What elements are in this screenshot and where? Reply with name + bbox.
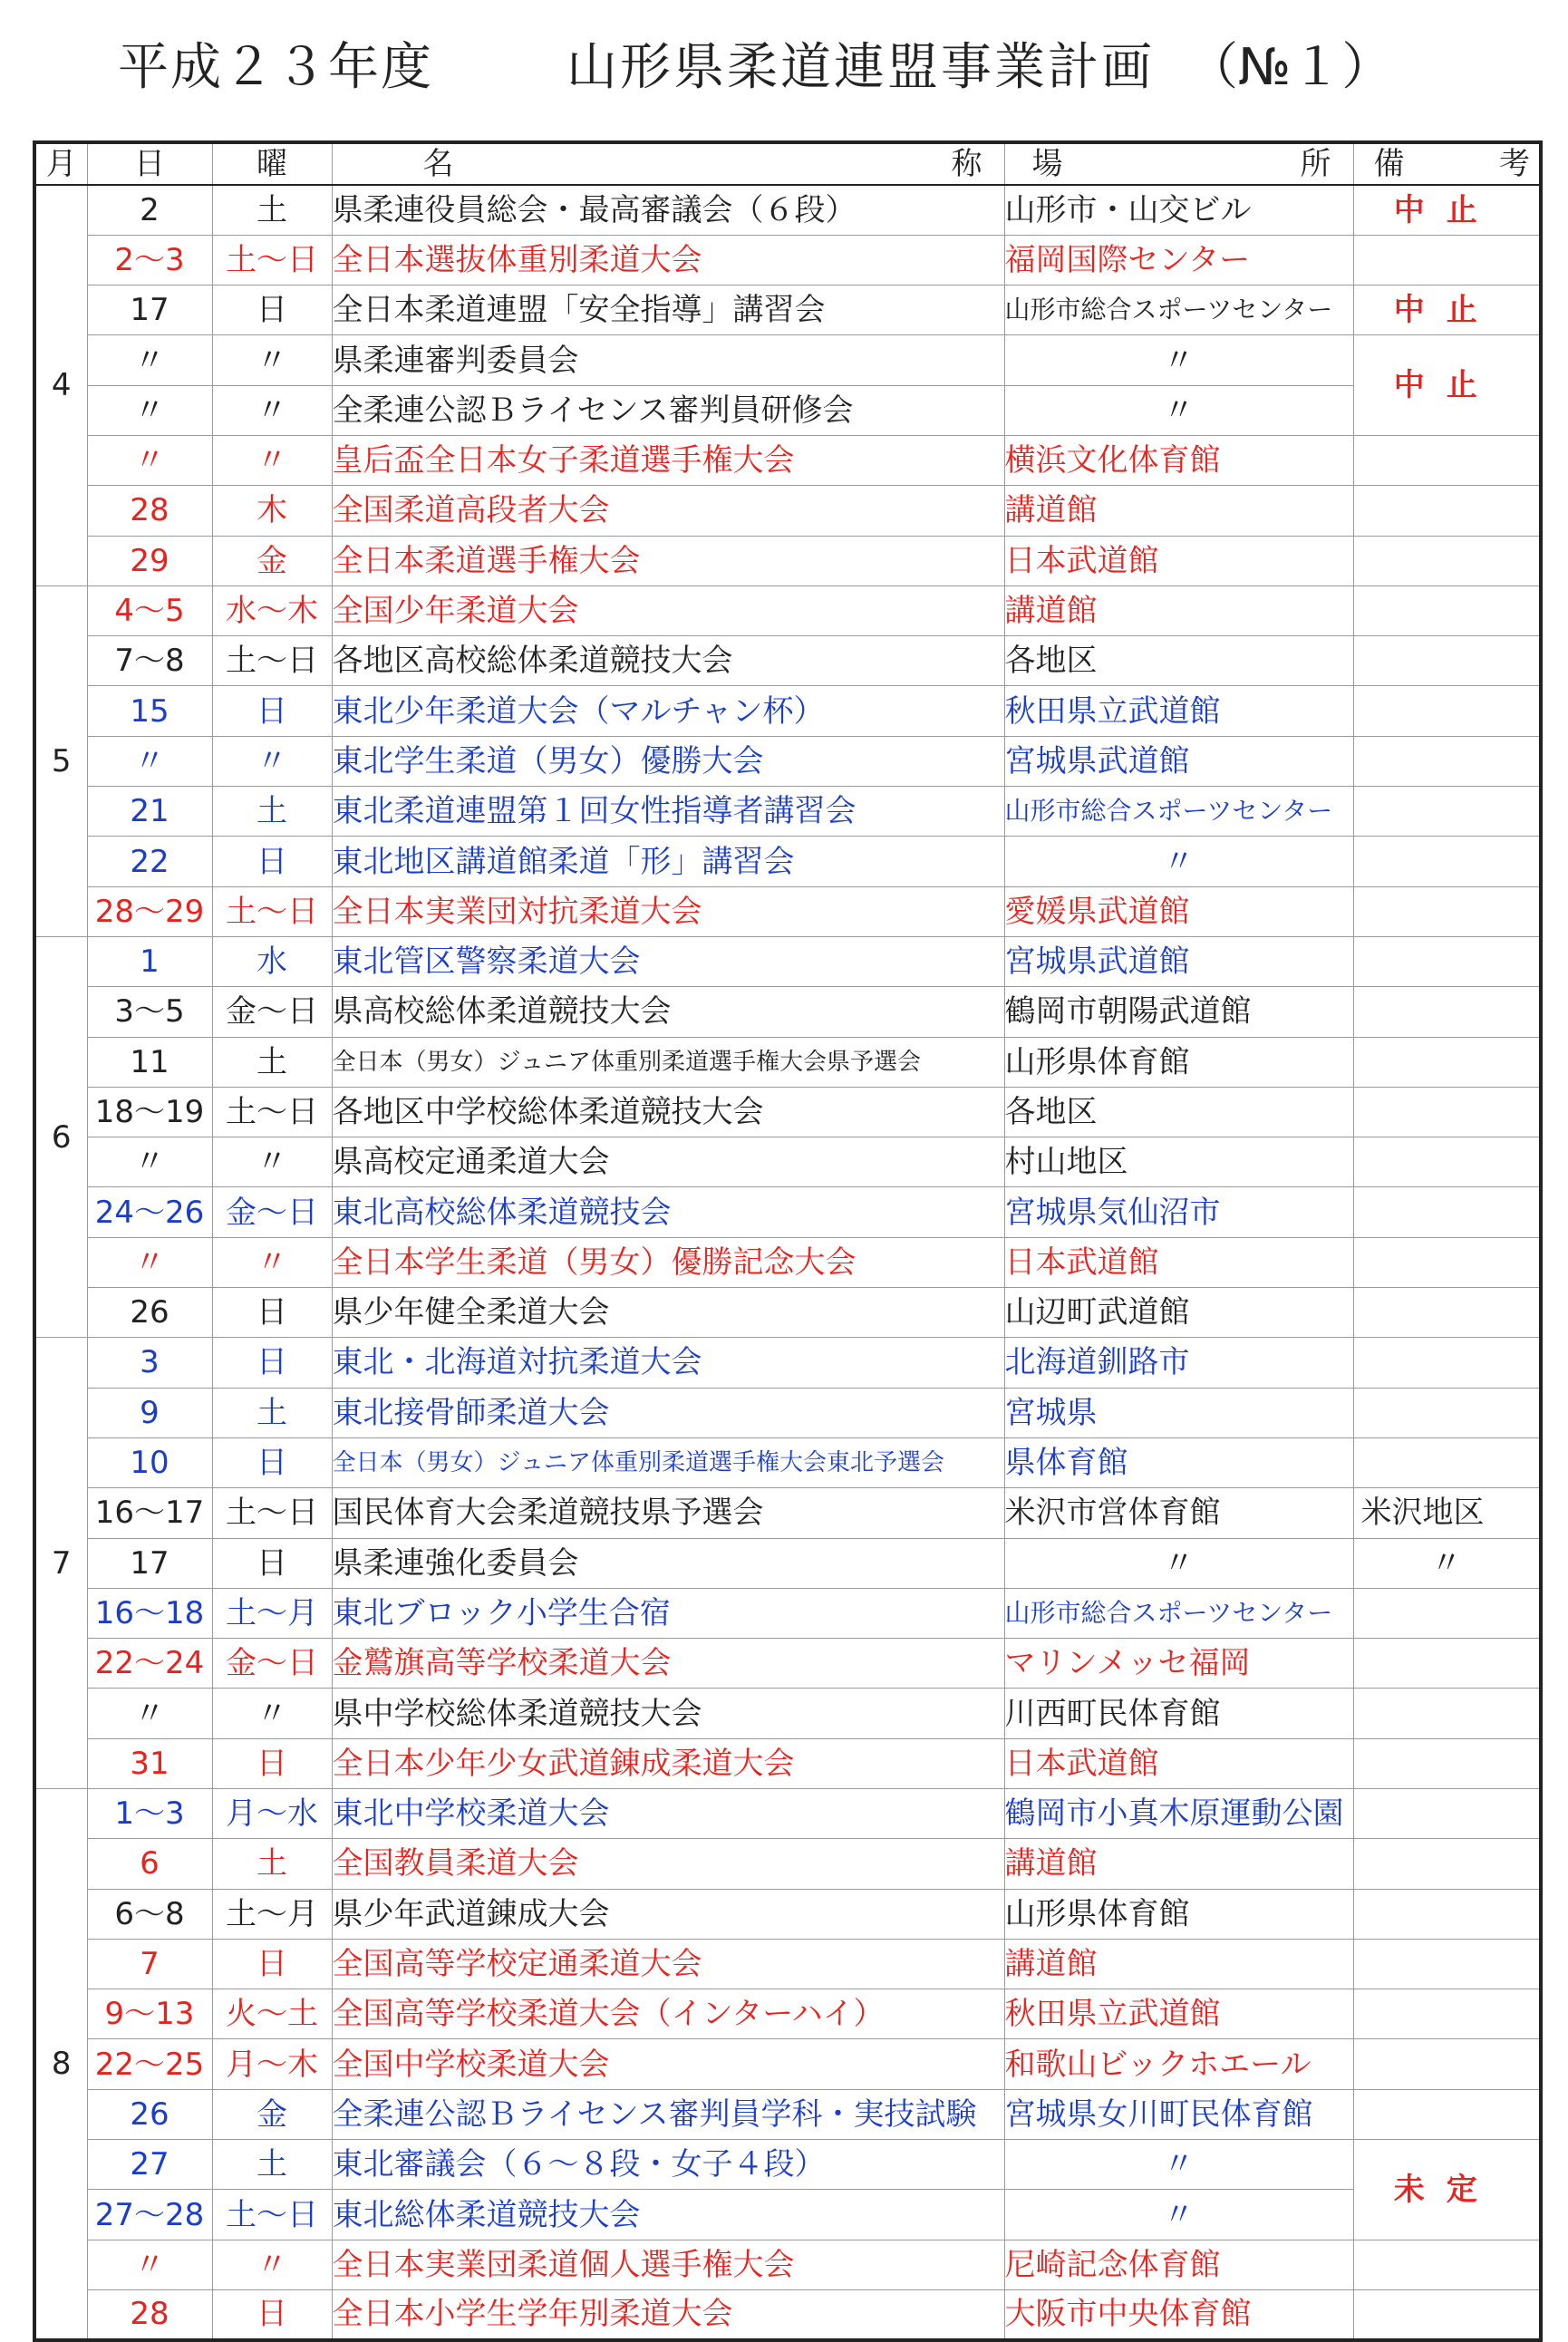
row-place: 講道館 [1004,586,1353,635]
row-date: 4〜5 [87,586,212,635]
header-day: 日 [87,142,212,185]
row-date: 〃 [87,435,212,485]
row-date: 〃 [87,1237,212,1287]
row-event-name: 全日本（男女）ジュニア体重別柔道選手権大会県予選会 [332,1037,1004,1087]
note-empty [1353,1889,1541,1939]
row-dow: 金〜日 [212,1639,332,1689]
row-event-name: 国民体育大会柔道競技県予選会 [332,1488,1004,1538]
table-row [34,686,1541,736]
row-place: 宮城県気仙沼市 [1004,1187,1353,1237]
row-date: 18〜19 [87,1087,212,1137]
table-row [34,1037,1541,1087]
row-date: 11 [87,1037,212,1087]
row-date: 22 [87,837,212,886]
row-event-name: 全日本実業団対抗柔道大会 [332,886,1004,936]
note-empty [1353,686,1541,736]
note-empty [1353,536,1541,586]
table-row [34,2140,1541,2190]
note-empty [1353,2089,1541,2139]
row-event-name: 全柔連公認Ｂライセンス審判員学科・実技試験 [332,2089,1004,2139]
row-event-name: 全柔連公認Ｂライセンス審判員研修会 [332,385,1004,435]
note-empty [1353,1388,1541,1437]
note-empty [1353,1689,1541,1738]
table-row [34,1738,1541,1788]
table-row [34,837,1541,886]
row-dow: 土 [212,1388,332,1437]
row-place: 〃 [1004,335,1353,385]
row-date: 7 [87,1939,212,1989]
plan-title: 山形県柔道連盟事業計画 [566,38,1155,97]
row-place: 〃 [1004,1538,1353,1588]
row-dow: 水 [212,936,332,986]
note-cancelled: 中止 [1353,285,1541,335]
row-event-name: 東北ブロック小学生合宿 [332,1588,1004,1638]
row-event-name: 全日本（男女）ジュニア体重別柔道選手権大会東北予選会 [332,1437,1004,1487]
row-date: 28〜29 [87,886,212,936]
row-dow: 〃 [212,435,332,485]
note-empty [1353,1588,1541,1638]
table-row [34,987,1541,1037]
note-empty [1353,987,1541,1037]
row-date: 28 [87,2289,212,2339]
row-place: 宮城県武道館 [1004,936,1353,986]
table-row [34,435,1541,485]
row-place: 山形市・山交ビル [1004,185,1353,235]
row-date: 31 [87,1738,212,1788]
row-dow: 〃 [212,1237,332,1287]
note-empty [1353,837,1541,886]
row-date: 16〜18 [87,1588,212,1638]
note-empty [1353,435,1541,485]
row-place: 日本武道館 [1004,1738,1353,1788]
row-place: 〃 [1004,2140,1353,2190]
row-place: 講道館 [1004,1839,1353,1889]
month-cell: 7 [34,1338,87,1789]
row-dow: 日 [212,1338,332,1388]
row-place: 福岡国際センター [1004,235,1353,285]
row-dow: 月〜木 [212,2039,332,2089]
row-event-name: 県少年武道錬成大会 [332,1889,1004,1939]
plan-number: （№１） [1187,38,1393,97]
row-place: 講道館 [1004,1939,1353,1989]
row-dow: 日 [212,1538,332,1588]
row-place: 山形市総合スポーツセンター [1004,1588,1353,1638]
row-event-name: 全国教員柔道大会 [332,1839,1004,1889]
row-dow: 土 [212,1839,332,1889]
table-row [34,235,1541,285]
row-event-name: 各地区高校総体柔道競技大会 [332,636,1004,686]
row-event-name: 東北・北海道対抗柔道大会 [332,1338,1004,1388]
table-row [34,736,1541,786]
row-event-name: 東北少年柔道大会（マルチャン杯） [332,686,1004,736]
header-name: 名 称 [332,142,1004,185]
row-place: 川西町民体育館 [1004,1689,1353,1738]
table-row [34,1839,1541,1889]
header-note: 備 考 [1353,142,1541,185]
table-row [34,936,1541,986]
table-row [34,1237,1541,1287]
row-place: 〃 [1004,385,1353,435]
row-place: 鶴岡市朝陽武道館 [1004,987,1353,1037]
row-dow: 土〜日 [212,636,332,686]
row-dow: 〃 [212,335,332,385]
note-empty [1353,1288,1541,1338]
row-event-name: 東北地区講道館柔道「形」講習会 [332,837,1004,886]
row-place: 山形県体育館 [1004,1889,1353,1939]
row-dow: 土 [212,185,332,235]
row-dow: 月〜水 [212,1789,332,1839]
table-row [34,2240,1541,2289]
table-row [34,1939,1541,1989]
table-row [34,2190,1541,2240]
table-row [34,1588,1541,1638]
note-cancelled: 中止 [1353,335,1541,436]
row-place: 大阪市中央体育館 [1004,2289,1353,2339]
row-place: 日本武道館 [1004,1237,1353,1287]
note-empty [1353,1187,1541,1237]
note-empty [1353,1087,1541,1137]
table-row [34,787,1541,837]
row-place: 北海道釧路市 [1004,1338,1353,1388]
row-place: 各地区 [1004,636,1353,686]
row-event-name: 県柔連強化委員会 [332,1538,1004,1588]
row-dow: 土〜月 [212,1588,332,1638]
row-dow: 土〜日 [212,886,332,936]
table-row [34,636,1541,686]
row-place: 宮城県武道館 [1004,736,1353,786]
note-empty [1353,2240,1541,2289]
row-event-name: 県少年健全柔道大会 [332,1288,1004,1338]
table-row [34,335,1541,385]
header-month: 月 [34,142,87,185]
note-empty [1353,1839,1541,1889]
row-place: 尼崎記念体育館 [1004,2240,1353,2289]
row-event-name: 東北審議会（６〜８段・女子４段） [332,2140,1004,2190]
note-cancelled: 中止 [1353,185,1541,235]
note-empty [1353,936,1541,986]
note-ditto: 〃 [1353,1538,1541,1588]
note-empty [1353,1237,1541,1287]
row-place: 秋田県立武道館 [1004,1989,1353,2039]
note-empty [1353,636,1541,686]
row-dow: 土〜日 [212,1087,332,1137]
row-event-name: 全日本選抜体重別柔道大会 [332,235,1004,285]
row-place: 各地区 [1004,1087,1353,1137]
row-place: 村山地区 [1004,1137,1353,1187]
table-row [34,185,1541,235]
month-cell: 8 [34,1789,87,2340]
row-date: 26 [87,2089,212,2139]
row-place: 山形市総合スポーツセンター [1004,787,1353,837]
table-row [34,1639,1541,1689]
note-empty [1353,886,1541,936]
row-date: 15 [87,686,212,736]
row-date: 〃 [87,2240,212,2289]
document-header [0,0,1568,136]
row-date: 17 [87,285,212,335]
table-row [34,1137,1541,1187]
row-place: 山形県体育館 [1004,1037,1353,1087]
row-place: 宮城県女川町民体育館 [1004,2089,1353,2139]
fiscal-year-title: 平成２３年度 [118,38,433,97]
row-dow: 日 [212,2289,332,2339]
row-event-name: 全日本小学生学年別柔道大会 [332,2289,1004,2339]
row-date: 2〜3 [87,235,212,285]
row-dow: 日 [212,285,332,335]
table-row [34,1989,1541,2039]
note-empty [1353,736,1541,786]
schedule-table [33,140,1543,2342]
table-row [34,536,1541,586]
table-row [34,1087,1541,1137]
header-dow: 曜 [212,142,332,185]
row-event-name: 全国高等学校定通柔道大会 [332,1939,1004,1989]
header-place: 場 所 [1004,142,1353,185]
row-event-name: 各地区中学校総体柔道競技大会 [332,1087,1004,1137]
row-place: 山辺町武道館 [1004,1288,1353,1338]
note-empty [1353,586,1541,635]
row-event-name: 全日本柔道選手権大会 [332,536,1004,586]
row-dow: 日 [212,1939,332,1989]
table-row [34,1437,1541,1487]
row-date: 6〜8 [87,1889,212,1939]
row-dow: 水〜木 [212,586,332,635]
row-dow: 土 [212,2140,332,2190]
row-event-name: 全日本少年少女武道錬成柔道大会 [332,1738,1004,1788]
row-date: 1 [87,936,212,986]
row-place: 秋田県立武道館 [1004,686,1353,736]
row-dow: 〃 [212,385,332,435]
row-place: 米沢市営体育館 [1004,1488,1353,1538]
table-row [34,285,1541,335]
row-date: 〃 [87,1689,212,1738]
row-event-name: 東北総体柔道競技大会 [332,2190,1004,2240]
row-date: 〃 [87,385,212,435]
note-empty [1353,1989,1541,2039]
row-date: 3〜5 [87,987,212,1037]
row-event-name: 東北管区警察柔道大会 [332,936,1004,986]
row-date: 17 [87,1538,212,1588]
row-place: マリンメッセ福岡 [1004,1639,1353,1689]
row-date: 24〜26 [87,1187,212,1237]
row-date: 28 [87,486,212,536]
row-event-name: 全日本柔道連盟「安全指導」講習会 [332,285,1004,335]
row-dow: 火〜土 [212,1989,332,2039]
row-dow: 〃 [212,1137,332,1187]
row-event-name: 東北中学校柔道大会 [332,1789,1004,1839]
row-event-name: 県高校定通柔道大会 [332,1137,1004,1187]
month-cell: 5 [34,586,87,936]
row-place: 和歌山ビックホエール [1004,2039,1353,2089]
row-place: 山形市総合スポーツセンター [1004,285,1353,335]
row-dow: 日 [212,1288,332,1338]
row-dow: 木 [212,486,332,536]
table-row [34,1488,1541,1538]
table-row [34,1689,1541,1738]
month-cell: 4 [34,185,87,586]
month-cell: 6 [34,936,87,1337]
row-date: 22〜24 [87,1639,212,1689]
table-row [34,1538,1541,1588]
row-date: 9 [87,1388,212,1437]
row-event-name: 全日本学生柔道（男女）優勝記念大会 [332,1237,1004,1287]
table-row [34,1288,1541,1338]
row-event-name: 全国高等学校柔道大会（インターハイ） [332,1989,1004,2039]
row-date: 10 [87,1437,212,1487]
row-date: 3 [87,1338,212,1388]
row-event-name: 東北高校総体柔道競技会 [332,1187,1004,1237]
table-row [34,1338,1541,1388]
note-empty [1353,787,1541,837]
row-event-name: 県柔連役員総会・最高審議会（６段） [332,185,1004,235]
row-dow: 土〜日 [212,2190,332,2240]
row-date: 6 [87,1839,212,1889]
note-empty [1353,1789,1541,1839]
note-empty [1353,1738,1541,1788]
row-place: 鶴岡市小真木原運動公園 [1004,1789,1353,1839]
table-row [34,1187,1541,1237]
row-date: 7〜8 [87,636,212,686]
row-event-name: 東北接骨師柔道大会 [332,1388,1004,1437]
note-region: 米沢地区 [1353,1488,1541,1538]
row-date: 22〜25 [87,2039,212,2089]
row-place: 県体育館 [1004,1437,1353,1487]
row-dow: 〃 [212,2240,332,2289]
row-date: 26 [87,1288,212,1338]
row-date: 9〜13 [87,1989,212,2039]
row-dow: 金 [212,2089,332,2139]
row-place: 愛媛県武道館 [1004,886,1353,936]
row-dow: 金〜日 [212,987,332,1037]
table-header-row [34,142,1541,185]
row-date: 29 [87,536,212,586]
note-empty [1353,2289,1541,2339]
note-undecided: 未定 [1353,2140,1541,2240]
row-place: 宮城県 [1004,1388,1353,1437]
row-event-name: 県中学校総体柔道競技大会 [332,1689,1004,1738]
row-date: 27 [87,2140,212,2190]
row-date: 2 [87,185,212,235]
note-empty [1353,486,1541,536]
note-empty [1353,235,1541,285]
note-empty [1353,1338,1541,1388]
row-event-name: 県柔連審判委員会 [332,335,1004,385]
note-empty [1353,1437,1541,1487]
row-dow: 日 [212,686,332,736]
row-date: 16〜17 [87,1488,212,1538]
table-row [34,2089,1541,2139]
note-empty [1353,1939,1541,1989]
row-dow: 土 [212,787,332,837]
row-event-name: 東北学生柔道（男女）優勝大会 [332,736,1004,786]
row-place: 講道館 [1004,486,1353,536]
row-date: 21 [87,787,212,837]
table-row [34,385,1541,435]
row-dow: 〃 [212,736,332,786]
row-place: 日本武道館 [1004,536,1353,586]
table-row [34,2289,1541,2339]
note-empty [1353,2039,1541,2089]
row-dow: 日 [212,1738,332,1788]
row-dow: 日 [212,837,332,886]
row-date: 〃 [87,1137,212,1187]
row-dow: 金 [212,536,332,586]
row-event-name: 全国柔道高段者大会 [332,486,1004,536]
row-event-name: 東北柔道連盟第１回女性指導者講習会 [332,787,1004,837]
row-dow: 土〜月 [212,1889,332,1939]
row-dow: 〃 [212,1689,332,1738]
row-dow: 土〜日 [212,235,332,285]
row-date: 27〜28 [87,2190,212,2240]
row-place: 〃 [1004,837,1353,886]
row-event-name: 全国少年柔道大会 [332,586,1004,635]
table-row [34,1789,1541,1839]
row-event-name: 全日本実業団柔道個人選手権大会 [332,2240,1004,2289]
row-date: 〃 [87,335,212,385]
row-event-name: 県高校総体柔道競技大会 [332,987,1004,1037]
row-event-name: 皇后盃全日本女子柔道選手権大会 [332,435,1004,485]
table-row [34,1889,1541,1939]
note-empty [1353,1639,1541,1689]
table-row [34,2039,1541,2089]
row-place: 〃 [1004,2190,1353,2240]
note-empty [1353,1137,1541,1187]
row-event-name: 金鷲旗高等学校柔道大会 [332,1639,1004,1689]
row-date: 〃 [87,736,212,786]
row-date: 1〜3 [87,1789,212,1839]
row-dow: 日 [212,1437,332,1487]
row-dow: 金〜日 [212,1187,332,1237]
row-dow: 土〜日 [212,1488,332,1538]
table-row [34,586,1541,635]
table-row [34,1388,1541,1437]
table-row [34,886,1541,936]
row-place: 横浜文化体育館 [1004,435,1353,485]
row-event-name: 全国中学校柔道大会 [332,2039,1004,2089]
row-dow: 土 [212,1037,332,1087]
table-row [34,486,1541,536]
note-empty [1353,1037,1541,1087]
